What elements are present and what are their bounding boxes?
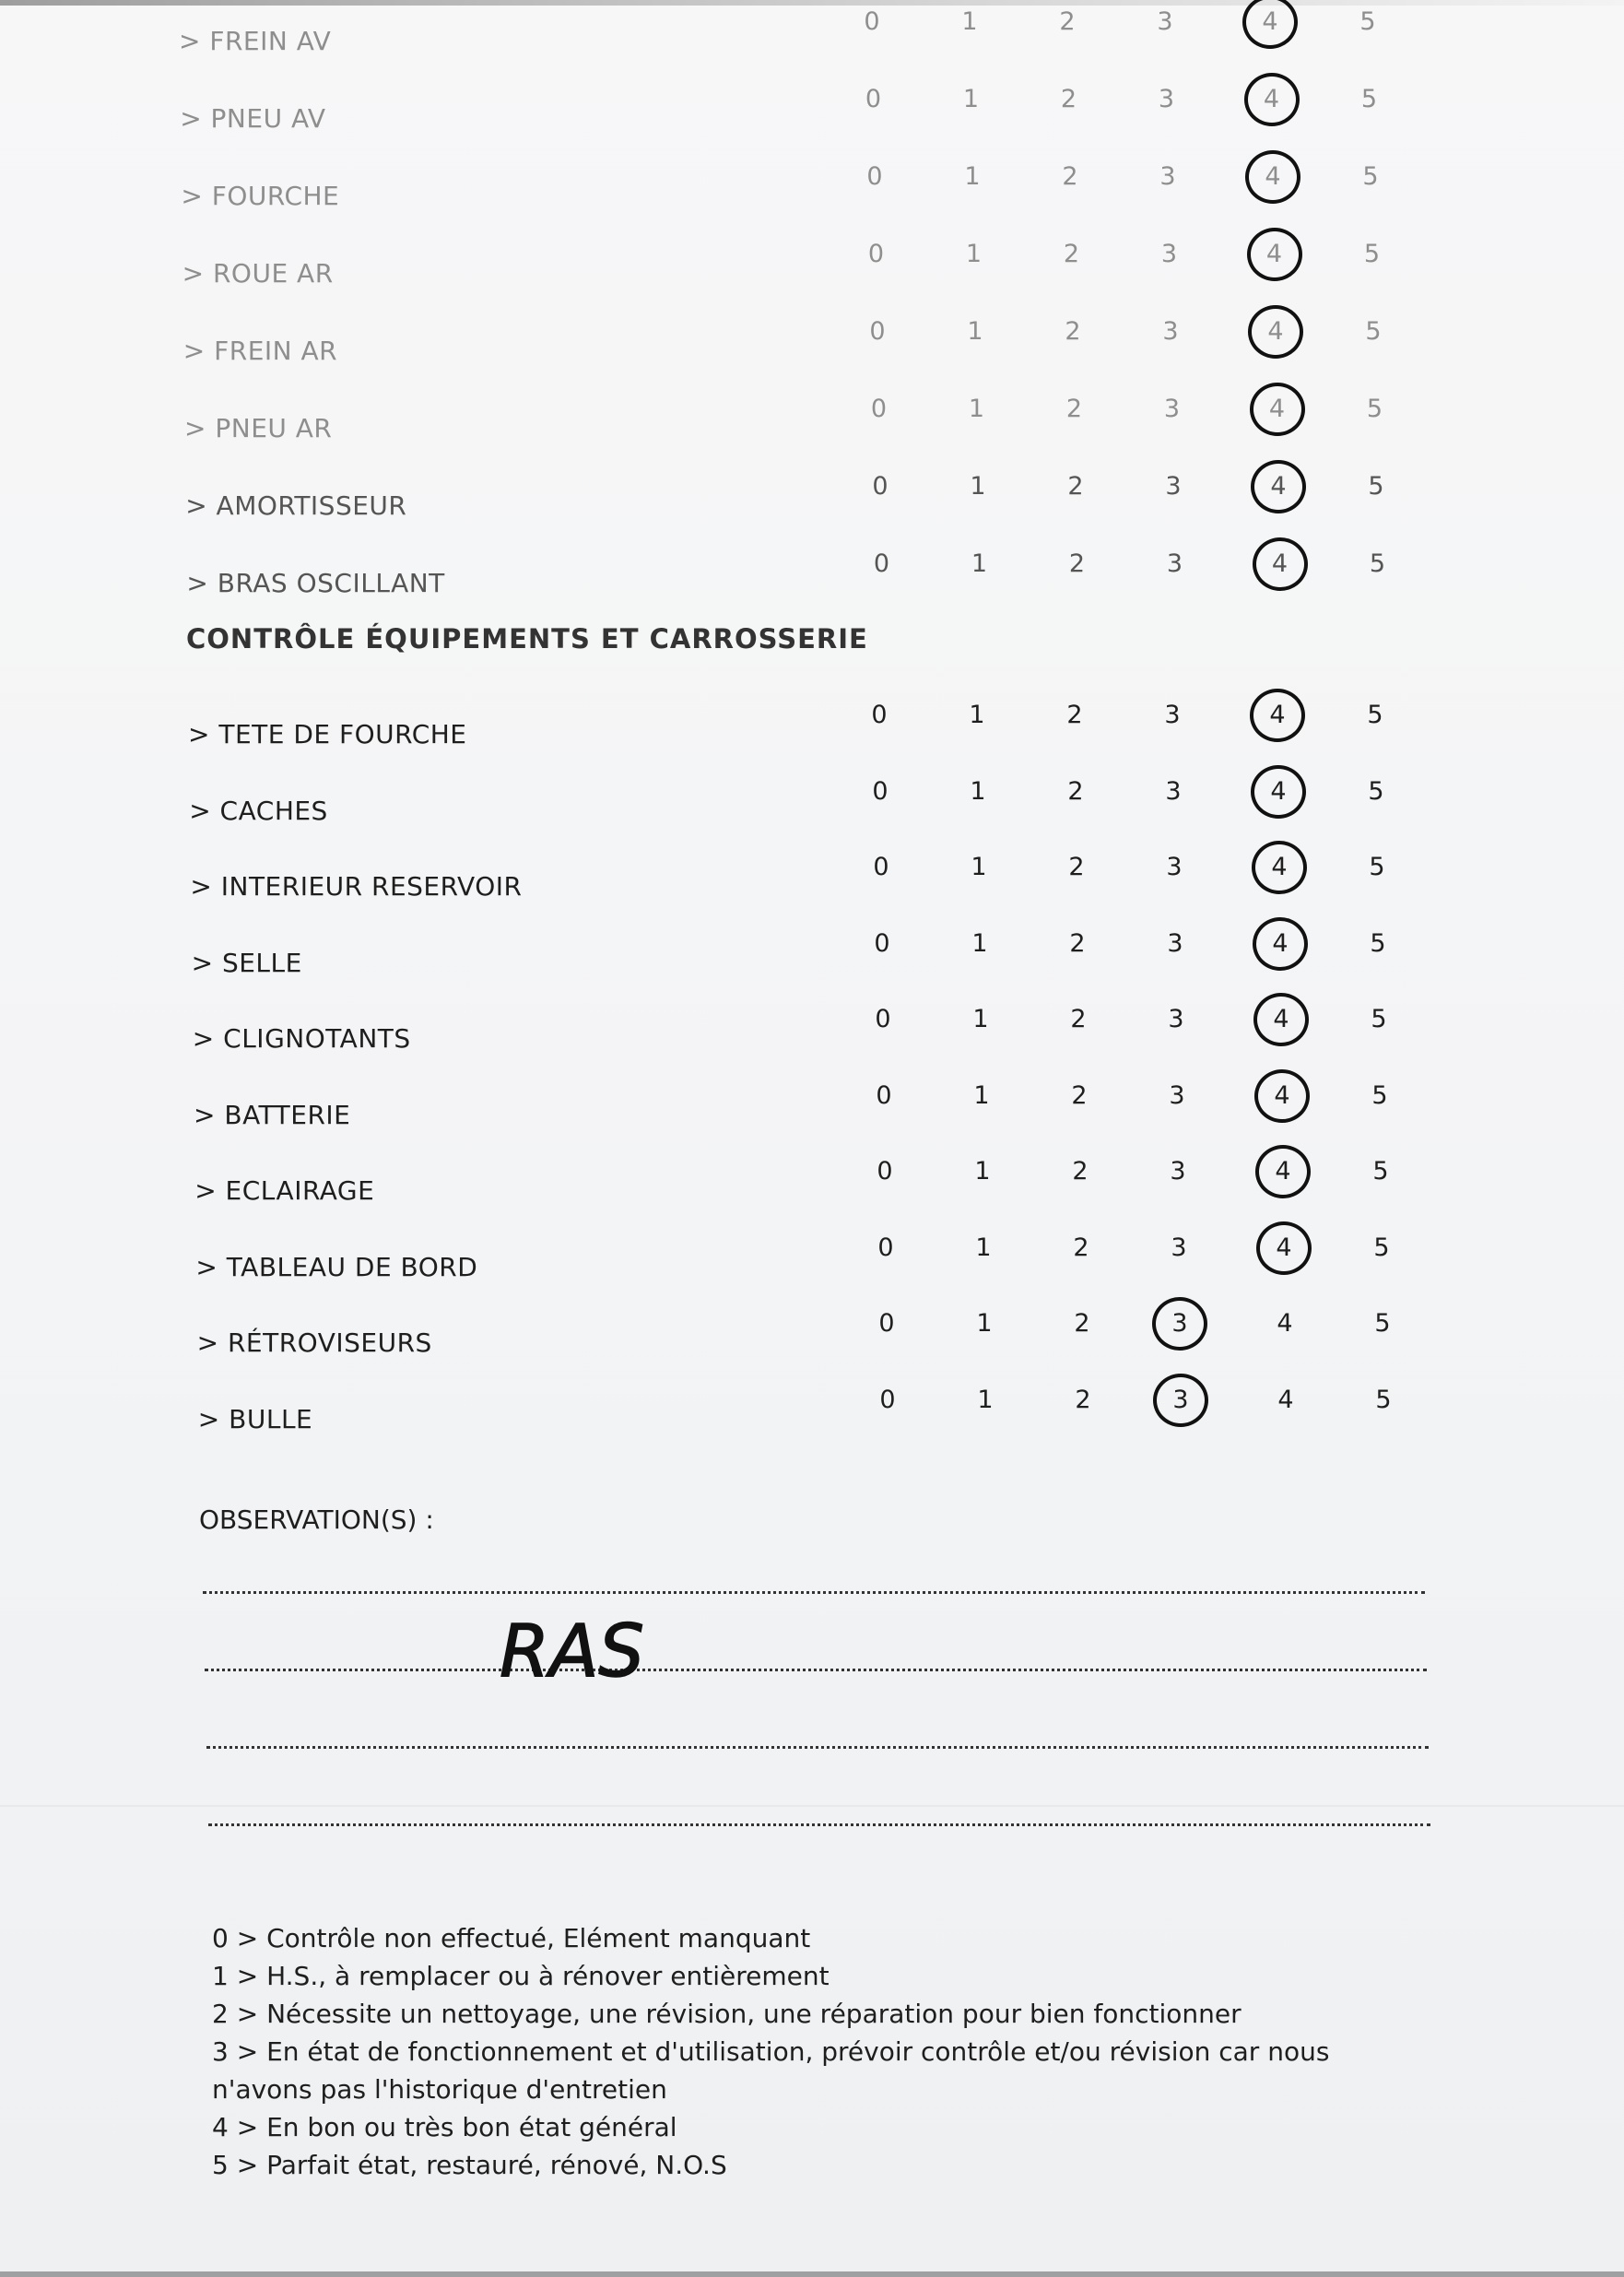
- selected-score-circle: [1254, 1069, 1310, 1123]
- score-option-4[interactable]: 4: [1265, 162, 1281, 191]
- legend-item: 0 > Contrôle non effectué, Elément manquant: [212, 1923, 811, 1953]
- score-option-2[interactable]: 2: [1073, 1233, 1089, 1262]
- score-option-3[interactable]: 3: [1167, 928, 1183, 958]
- row-label: > TABLEAU DE BORD: [195, 1251, 478, 1282]
- score-option-2[interactable]: 2: [1065, 395, 1083, 423]
- score-option-3[interactable]: 3: [1165, 776, 1182, 806]
- score-option-4[interactable]: 4: [1270, 472, 1287, 501]
- score-option-0[interactable]: 0: [864, 7, 880, 36]
- score-option-4[interactable]: 4: [1277, 1309, 1293, 1338]
- score-option-1[interactable]: 1: [969, 701, 985, 729]
- legend-item: 5 > Parfait état, restauré, rénové, N.O.S: [212, 2150, 727, 2180]
- score-option-2[interactable]: 2: [1068, 549, 1086, 578]
- score-option-2[interactable]: 2: [1074, 1309, 1090, 1338]
- legend-item: 3 > En état de fonctionnement et d'utilisation, prévoir contrôle et/ou révision car nous: [212, 2036, 1330, 2067]
- paper-bottom-edge: [0, 2271, 1624, 2277]
- score-option-5[interactable]: 5: [1362, 162, 1379, 191]
- score-option-2[interactable]: 2: [1068, 853, 1085, 881]
- score-option-2[interactable]: 2: [1059, 7, 1076, 36]
- score-option-3[interactable]: 3: [1157, 7, 1173, 36]
- score-option-0[interactable]: 0: [867, 240, 885, 268]
- row-label: > FOURCHE: [181, 181, 340, 211]
- score-option-2[interactable]: 2: [1071, 1080, 1088, 1110]
- score-option-3[interactable]: 3: [1166, 549, 1183, 578]
- score-option-5[interactable]: 5: [1367, 701, 1383, 729]
- score-option-5[interactable]: 5: [1373, 1233, 1390, 1262]
- score-option-1[interactable]: 1: [973, 1080, 990, 1110]
- score-option-3[interactable]: 3: [1166, 853, 1183, 881]
- score-option-0[interactable]: 0: [866, 162, 883, 191]
- selected-score-circle: [1256, 1221, 1312, 1275]
- selected-score-circle: [1250, 689, 1305, 742]
- score-option-0[interactable]: 0: [873, 853, 889, 881]
- score-option-0[interactable]: 0: [876, 1080, 892, 1110]
- score-option-2[interactable]: 2: [1072, 1157, 1089, 1186]
- score-option-0[interactable]: 0: [872, 472, 888, 501]
- score-option-2[interactable]: 2: [1063, 240, 1080, 268]
- score-option-5[interactable]: 5: [1375, 1385, 1392, 1414]
- score-option-5[interactable]: 5: [1372, 1157, 1389, 1186]
- score-option-4[interactable]: 4: [1271, 549, 1289, 578]
- score-option-2[interactable]: 2: [1066, 701, 1083, 729]
- score-option-0[interactable]: 0: [879, 1385, 896, 1414]
- observation-line-3[interactable]: [206, 1746, 1429, 1749]
- paper-fold-line: [0, 1805, 1624, 1807]
- row-label: > BRAS OSCILLANT: [186, 568, 445, 598]
- row-label: > PNEU AR: [184, 413, 333, 443]
- score-option-3[interactable]: 3: [1162, 317, 1179, 346]
- selected-score-circle: [1152, 1297, 1207, 1351]
- score-option-1[interactable]: 1: [971, 853, 987, 881]
- score-option-1[interactable]: 1: [965, 240, 983, 268]
- row-label: > AMORTISSEUR: [185, 490, 407, 521]
- row-label: > RÉTROVISEURS: [196, 1327, 432, 1358]
- score-option-3[interactable]: 3: [1164, 701, 1181, 729]
- score-option-2[interactable]: 2: [1062, 162, 1078, 191]
- score-option-1[interactable]: 1: [976, 1309, 993, 1338]
- row-label: > SELLE: [191, 947, 302, 978]
- score-option-5[interactable]: 5: [1365, 317, 1382, 346]
- score-option-1[interactable]: 1: [961, 7, 978, 36]
- score-option-5[interactable]: 5: [1369, 549, 1386, 578]
- legend: [212, 1919, 1447, 2184]
- score-option-0[interactable]: 0: [873, 549, 890, 578]
- score-option-0[interactable]: 0: [872, 776, 888, 806]
- row-label: > PNEU AV: [180, 103, 326, 134]
- score-option-3[interactable]: 3: [1172, 1385, 1189, 1414]
- row-label: > BULLE: [197, 1403, 313, 1434]
- score-option-4[interactable]: 4: [1267, 317, 1284, 346]
- row-label: > TETE DE FOURCHE: [188, 719, 467, 749]
- score-option-2[interactable]: 2: [1075, 1385, 1091, 1414]
- score-option-2[interactable]: 2: [1067, 472, 1084, 501]
- selected-score-circle: [1247, 228, 1302, 281]
- selected-score-circle: [1251, 460, 1306, 513]
- selected-score-circle: [1248, 305, 1303, 359]
- score-option-4[interactable]: 4: [1271, 853, 1288, 881]
- score-option-1[interactable]: 1: [972, 1005, 989, 1033]
- score-option-0[interactable]: 0: [875, 1005, 891, 1033]
- selected-score-circle: [1242, 0, 1298, 49]
- score-option-5[interactable]: 5: [1363, 240, 1381, 268]
- score-option-1[interactable]: 1: [974, 1157, 991, 1186]
- selected-score-circle: [1250, 383, 1305, 436]
- score-option-1[interactable]: 1: [970, 776, 986, 806]
- row-label: > ROUE AR: [182, 258, 334, 289]
- selected-score-circle: [1153, 1374, 1208, 1427]
- score-option-1[interactable]: 1: [968, 395, 985, 423]
- observation-line-4[interactable]: [208, 1823, 1430, 1826]
- score-option-4[interactable]: 4: [1277, 1385, 1294, 1414]
- score-option-3[interactable]: 3: [1169, 1080, 1185, 1110]
- score-option-4[interactable]: 4: [1273, 1005, 1289, 1033]
- score-option-5[interactable]: 5: [1368, 776, 1384, 806]
- score-option-5[interactable]: 5: [1371, 1080, 1388, 1110]
- score-option-4[interactable]: 4: [1274, 1080, 1290, 1110]
- score-option-0[interactable]: 0: [869, 317, 886, 346]
- legend-item: n'avons pas l'historique d'entretien: [212, 2074, 667, 2105]
- score-option-3[interactable]: 3: [1158, 85, 1175, 113]
- score-option-1[interactable]: 1: [977, 1385, 994, 1414]
- score-option-3[interactable]: 3: [1165, 472, 1182, 501]
- selected-score-circle: [1253, 917, 1308, 971]
- score-option-3[interactable]: 3: [1163, 395, 1181, 423]
- selected-score-circle: [1251, 765, 1306, 819]
- row-label: > FREIN AR: [182, 336, 338, 366]
- score-option-5[interactable]: 5: [1366, 395, 1383, 423]
- score-option-2[interactable]: 2: [1065, 317, 1081, 346]
- score-option-5[interactable]: 5: [1371, 1005, 1387, 1033]
- selected-score-circle: [1245, 150, 1300, 204]
- score-option-3[interactable]: 3: [1160, 240, 1178, 268]
- score-option-1[interactable]: 1: [967, 317, 983, 346]
- section-title: CONTRÔLE ÉQUIPEMENTS ET CARROSSERIE: [186, 623, 868, 655]
- row-label: > ECLAIRAGE: [194, 1175, 375, 1206]
- selected-score-circle: [1253, 537, 1308, 591]
- score-option-4[interactable]: 4: [1270, 776, 1287, 806]
- score-option-2[interactable]: 2: [1070, 1005, 1087, 1033]
- score-option-0[interactable]: 0: [874, 928, 890, 958]
- score-option-1[interactable]: 1: [962, 85, 980, 113]
- score-option-0[interactable]: 0: [865, 85, 882, 113]
- score-option-5[interactable]: 5: [1369, 853, 1385, 881]
- score-option-4[interactable]: 4: [1275, 1157, 1291, 1186]
- score-option-4[interactable]: 4: [1262, 7, 1278, 36]
- handwritten-ras: [498, 1604, 645, 1693]
- score-option-2[interactable]: 2: [1060, 85, 1077, 113]
- score-option-5[interactable]: 5: [1359, 7, 1376, 36]
- score-option-0[interactable]: 0: [878, 1309, 895, 1338]
- score-option-0[interactable]: 0: [877, 1157, 893, 1186]
- score-option-3[interactable]: 3: [1159, 162, 1176, 191]
- row-label: > CLIGNOTANTS: [192, 1023, 411, 1054]
- observations-title: OBSERVATION(S) :: [199, 1504, 434, 1535]
- observation-line-1[interactable]: [203, 1591, 1425, 1594]
- score-option-1[interactable]: 1: [971, 549, 988, 578]
- selected-score-circle: [1252, 841, 1307, 894]
- score-option-4[interactable]: 4: [1265, 240, 1283, 268]
- row-label: > FREIN AV: [179, 26, 332, 56]
- score-option-2[interactable]: 2: [1069, 928, 1086, 958]
- score-option-1[interactable]: 1: [975, 1233, 992, 1262]
- score-option-0[interactable]: 0: [870, 395, 888, 423]
- legend-item: 4 > En bon ou très bon état général: [212, 2112, 677, 2142]
- score-option-1[interactable]: 1: [971, 928, 988, 958]
- score-option-2[interactable]: 2: [1067, 776, 1084, 806]
- selected-score-circle: [1255, 1145, 1311, 1198]
- score-option-4[interactable]: 4: [1276, 1233, 1292, 1262]
- score-option-5[interactable]: 5: [1374, 1309, 1391, 1338]
- score-option-4[interactable]: 4: [1268, 395, 1286, 423]
- score-option-4[interactable]: 4: [1263, 85, 1280, 113]
- row-label: > INTERIEUR RESERVOIR: [190, 871, 523, 902]
- score-option-4[interactable]: 4: [1269, 701, 1286, 729]
- score-option-3[interactable]: 3: [1171, 1309, 1188, 1338]
- score-option-5[interactable]: 5: [1370, 928, 1386, 958]
- score-option-0[interactable]: 0: [871, 701, 888, 729]
- legend-item: 1 > H.S., à remplacer ou à rénover entièrement: [212, 1961, 830, 1991]
- legend-item: 2 > Nécessite un nettoyage, une révision, une réparation pour bien fonctionner: [212, 1999, 1242, 2029]
- handwritten-ras-text: RAS: [500, 1610, 645, 1693]
- score-option-5[interactable]: 5: [1360, 85, 1378, 113]
- score-option-3[interactable]: 3: [1171, 1233, 1187, 1262]
- score-option-5[interactable]: 5: [1368, 472, 1384, 501]
- score-option-0[interactable]: 0: [877, 1233, 894, 1262]
- observation-line-2[interactable]: [205, 1669, 1427, 1671]
- score-option-1[interactable]: 1: [964, 162, 981, 191]
- row-label: > CACHES: [189, 795, 328, 826]
- score-option-1[interactable]: 1: [970, 472, 986, 501]
- score-option-4[interactable]: 4: [1272, 928, 1289, 958]
- score-option-3[interactable]: 3: [1168, 1005, 1184, 1033]
- selected-score-circle: [1244, 73, 1300, 126]
- score-option-3[interactable]: 3: [1170, 1157, 1186, 1186]
- row-label: > BATTERIE: [194, 1099, 351, 1130]
- selected-score-circle: [1253, 993, 1309, 1046]
